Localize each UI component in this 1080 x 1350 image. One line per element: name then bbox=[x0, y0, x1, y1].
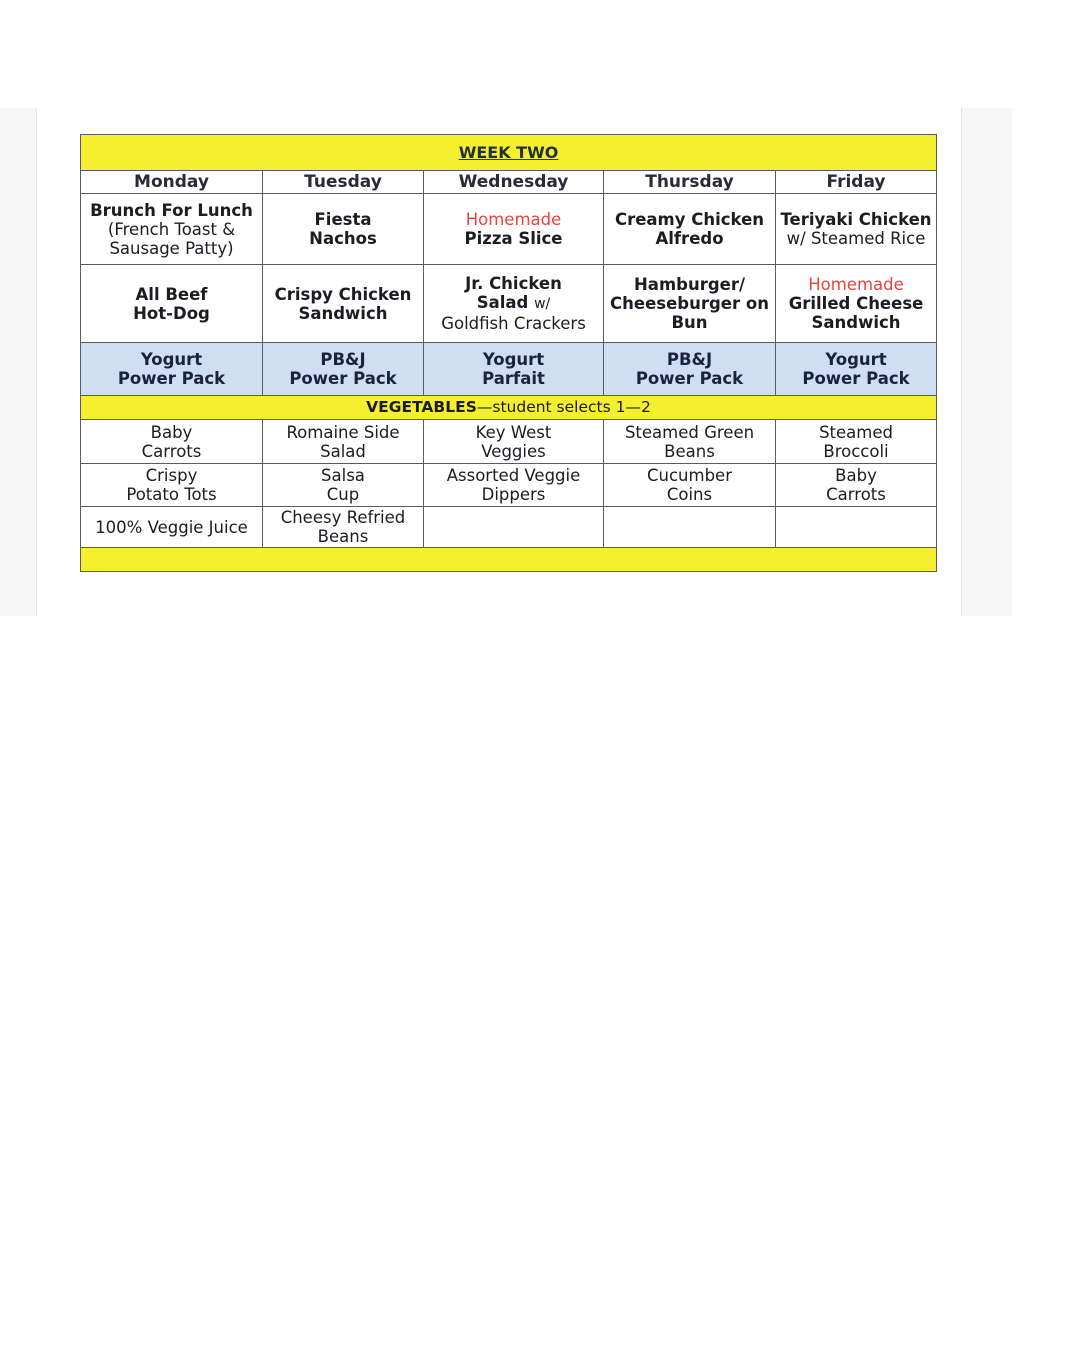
veg-tuesday-3 bbox=[263, 507, 424, 548]
entree-line: Sandwich bbox=[811, 313, 901, 332]
lunch-menu-table bbox=[80, 134, 937, 572]
veg-friday-2 bbox=[776, 464, 937, 507]
veg-friday-1 bbox=[776, 420, 937, 464]
entree-monday-2 bbox=[81, 265, 263, 343]
homemade-label: Homemade bbox=[465, 210, 562, 229]
entree-monday-1 bbox=[81, 194, 263, 265]
vegetables-title: VEGETABLES bbox=[366, 398, 477, 416]
entree-row-2 bbox=[81, 265, 937, 343]
veg-line: Crispy bbox=[145, 466, 198, 485]
veg-line: Potato Tots bbox=[126, 485, 217, 504]
entree-line: Pizza Slice bbox=[464, 229, 563, 248]
footer-yellow-band bbox=[81, 548, 937, 572]
entree-line: Sausage Patty) bbox=[109, 238, 234, 258]
veg-tuesday-2 bbox=[263, 464, 424, 507]
entree-line: Power Pack bbox=[117, 369, 226, 388]
power-pack-row bbox=[81, 343, 937, 396]
veg-line: Beans bbox=[664, 441, 715, 461]
entree-line: Power Pack bbox=[635, 369, 744, 388]
veg-line: Broccoli bbox=[823, 441, 889, 461]
veg-monday-1 bbox=[81, 420, 263, 464]
day-header-monday: Monday bbox=[81, 171, 263, 194]
week-title-row bbox=[81, 135, 937, 171]
veg-line: Assorted Veggie bbox=[446, 466, 581, 485]
day-header-wednesday: Wednesday bbox=[424, 171, 604, 194]
entree-line: Jr. Chicken bbox=[465, 274, 562, 293]
vegetables-instruction: —student selects 1—2 bbox=[476, 398, 651, 416]
veg-monday-2 bbox=[81, 464, 263, 507]
entree-row-1 bbox=[81, 194, 937, 265]
entree-thursday-3 bbox=[604, 343, 776, 396]
entree-line: Fiesta bbox=[314, 210, 372, 229]
veg-line: Baby bbox=[150, 422, 193, 442]
vegetables-header-row bbox=[81, 396, 937, 420]
veg-friday-3-empty bbox=[776, 507, 937, 548]
veg-tuesday-1 bbox=[263, 420, 424, 464]
veg-line: Salad bbox=[320, 441, 366, 461]
entree-wednesday-1 bbox=[424, 194, 604, 265]
entree-line: w/ Steamed Rice bbox=[786, 229, 926, 248]
vegetable-row-2 bbox=[81, 464, 937, 507]
veg-line: Cucumber bbox=[647, 466, 732, 485]
entree-word: w/ bbox=[534, 296, 551, 312]
entree-line: Yogurt bbox=[825, 350, 887, 369]
entree-wednesday-3 bbox=[424, 343, 604, 396]
entree-line: Yogurt bbox=[482, 350, 545, 369]
veg-line: Salsa bbox=[321, 466, 365, 485]
veg-line: Key West bbox=[475, 422, 552, 442]
entree-line: Hamburger/ bbox=[634, 275, 745, 294]
entree-line: Power Pack bbox=[289, 369, 397, 388]
entree-line: Brunch For Lunch bbox=[90, 200, 253, 220]
entree-line: Parfait bbox=[482, 369, 545, 388]
days-header-row bbox=[81, 171, 937, 194]
entree-line: Crispy Chicken bbox=[274, 284, 412, 304]
veg-wednesday-2 bbox=[424, 464, 604, 507]
veg-thursday-3-empty bbox=[604, 507, 776, 548]
footer-band-cell bbox=[81, 548, 937, 572]
entree-wednesday-2 bbox=[424, 265, 604, 343]
veg-line: Carrots bbox=[826, 485, 886, 504]
veg-line: Cup bbox=[326, 485, 360, 504]
entree-line: Creamy Chicken bbox=[614, 210, 765, 229]
veg-line: Dippers bbox=[481, 485, 546, 504]
day-header-tuesday: Tuesday bbox=[263, 171, 424, 194]
entree-line: Hot-Dog bbox=[133, 303, 210, 323]
entree-word: Salad bbox=[476, 293, 529, 312]
entree-line: Alfredo bbox=[655, 229, 724, 248]
veg-line: Steamed Green bbox=[624, 422, 755, 442]
entree-line: Goldfish Crackers bbox=[441, 314, 586, 333]
veg-line: Baby bbox=[835, 466, 877, 485]
entree-line: All Beef bbox=[135, 284, 208, 304]
entree-tuesday-1 bbox=[263, 194, 424, 265]
entree-line bbox=[426, 293, 601, 314]
entree-line: Sandwich bbox=[298, 303, 388, 323]
veg-thursday-1 bbox=[604, 420, 776, 464]
entree-thursday-1 bbox=[604, 194, 776, 265]
entree-monday-3 bbox=[81, 343, 263, 396]
vegetables-header bbox=[81, 396, 937, 420]
veg-wednesday-1 bbox=[424, 420, 604, 464]
entree-line: Bun bbox=[671, 313, 708, 332]
veg-line: Carrots bbox=[141, 441, 202, 461]
veg-line: Coins bbox=[666, 485, 713, 504]
entree-thursday-2 bbox=[604, 265, 776, 343]
veg-line: Cheesy Refried bbox=[280, 508, 406, 527]
homemade-label: Homemade bbox=[808, 275, 904, 294]
entree-line: Cheeseburger on bbox=[610, 294, 769, 313]
entree-line: Power Pack bbox=[802, 369, 910, 388]
vegetable-row-1 bbox=[81, 420, 937, 464]
veg-monday-3 bbox=[81, 507, 263, 548]
veg-line: Romaine Side bbox=[286, 422, 400, 442]
veg-wednesday-3-empty bbox=[424, 507, 604, 548]
entree-line: Teriyaki Chicken bbox=[780, 210, 932, 229]
entree-line: Grilled Cheese bbox=[788, 294, 924, 313]
entree-tuesday-3 bbox=[263, 343, 424, 396]
veg-line: Veggies bbox=[481, 441, 546, 461]
viewer-right-edge bbox=[961, 108, 962, 616]
veg-line: 100% Veggie Juice bbox=[95, 517, 248, 537]
entree-line: PB&J bbox=[320, 350, 366, 369]
veg-line: Steamed bbox=[819, 422, 893, 442]
entree-friday-2 bbox=[776, 265, 937, 343]
entree-friday-1 bbox=[776, 194, 937, 265]
entree-line: Nachos bbox=[309, 229, 377, 248]
entree-line: Yogurt bbox=[140, 350, 203, 369]
entree-line: PB&J bbox=[666, 350, 713, 369]
entree-friday-3 bbox=[776, 343, 937, 396]
veg-thursday-2 bbox=[604, 464, 776, 507]
day-header-friday: Friday bbox=[776, 171, 937, 194]
entree-line: (French Toast & bbox=[107, 219, 236, 239]
day-header-thursday: Thursday bbox=[604, 171, 776, 194]
entree-tuesday-2 bbox=[263, 265, 424, 343]
veg-line: Beans bbox=[317, 527, 369, 546]
vegetable-row-3 bbox=[81, 507, 937, 548]
week-title: WEEK TWO bbox=[81, 135, 937, 171]
